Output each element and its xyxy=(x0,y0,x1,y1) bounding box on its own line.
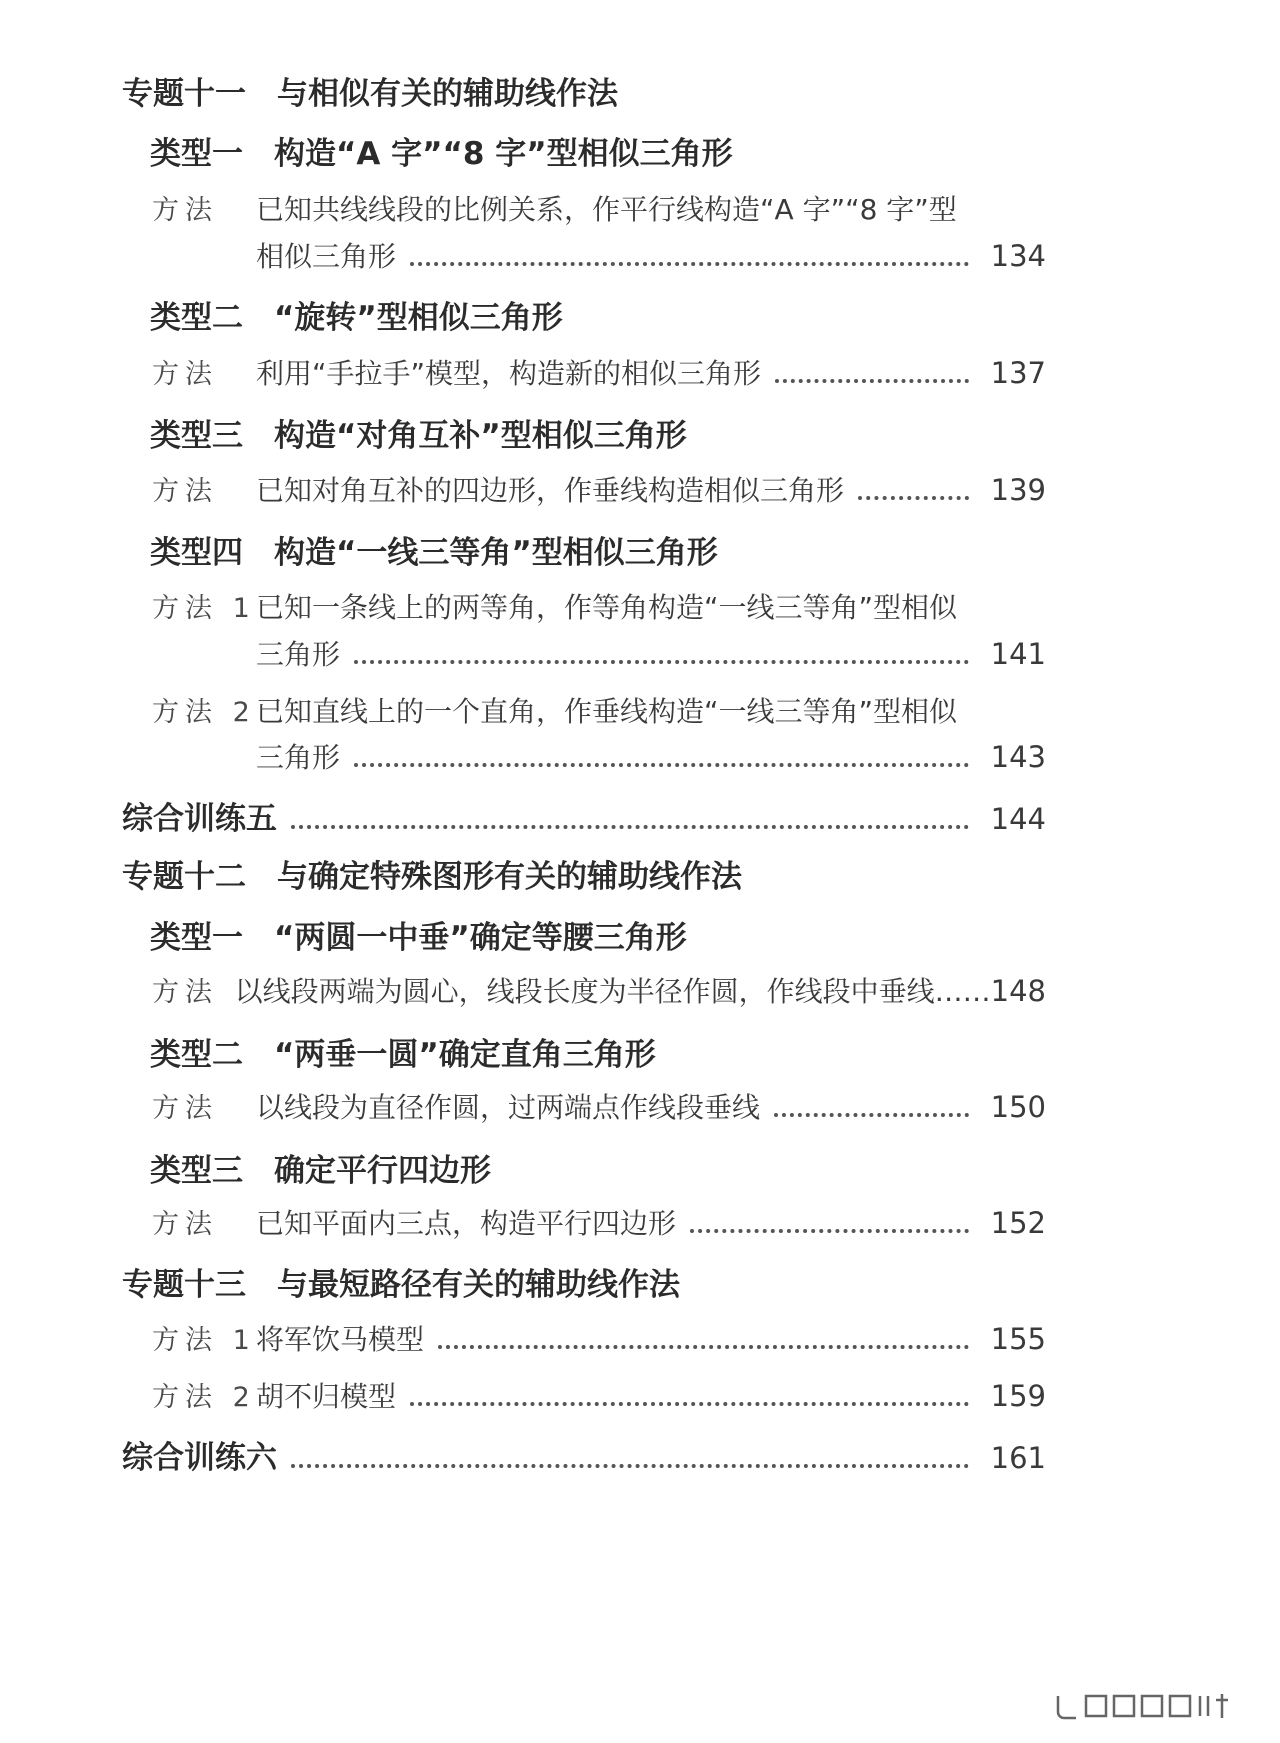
method-label: 方法 2 xyxy=(152,697,256,728)
topic-11-type-4-method-2 xyxy=(152,690,957,730)
page-number: 143 xyxy=(990,740,1046,774)
topic-11-type-4-method-1 xyxy=(152,586,957,626)
method-text-line2: 相似三角形 xyxy=(256,240,397,273)
method-text: 以线段两端为圆心，线段长度为半径作圆，作线段中垂线…… xyxy=(234,975,991,1008)
toc-entry-141[interactable] xyxy=(256,633,1046,673)
page-number: 134 xyxy=(990,239,1046,273)
topic-11-title: 专题十一 与相似有关的辅助线作法 xyxy=(122,76,618,112)
topic-12-title: 专题十二 与确定特殊图形有关的辅助线作法 xyxy=(122,859,742,895)
type-title: 类型二 “旋转”型相似三角形 xyxy=(150,300,563,336)
type-title: 类型三 确定平行四边形 xyxy=(150,1153,491,1189)
toc-entry-139[interactable] xyxy=(152,469,1046,509)
leader-dots xyxy=(775,379,969,383)
topic-11-heading xyxy=(122,68,618,113)
page-number: 159 xyxy=(990,1379,1046,1413)
method-text-line2: 三角形 xyxy=(256,638,341,671)
page-number: 139 xyxy=(990,473,1046,507)
watermark-logo xyxy=(1050,1690,1250,1722)
type-title: 类型一 “两圆一中垂”确定等腰三角形 xyxy=(150,920,687,956)
topic-12-heading xyxy=(122,851,742,896)
page-number: 141 xyxy=(990,637,1046,671)
leader-dots xyxy=(858,496,969,500)
method-text: 已知平面内三点，构造平行四边形 xyxy=(256,1207,677,1240)
leader-dots xyxy=(774,1113,969,1117)
method-text: 以线段为直径作圆，过两端点作线段垂线 xyxy=(256,1091,761,1124)
page-number: 155 xyxy=(990,1322,1046,1356)
type-title: 类型一 构造“A 字”“8 字”型相似三角形 xyxy=(150,136,733,172)
method-label: 方法 xyxy=(152,977,218,1008)
method-text: 将军饮马模型 xyxy=(256,1323,425,1356)
topic-11-type-3 xyxy=(150,410,687,455)
type-title: 类型二 “两垂一圆”确定直角三角形 xyxy=(150,1037,656,1073)
method-text: 利用“手拉手”模型，构造新的相似三角形 xyxy=(256,357,762,390)
method-label: 方法 1 xyxy=(152,593,256,624)
toc-entry-155[interactable] xyxy=(152,1318,1046,1358)
toc-entry-137[interactable] xyxy=(152,352,1046,392)
topic-11-type-4 xyxy=(150,527,718,572)
leader-dots xyxy=(354,763,969,767)
leader-dots xyxy=(291,825,969,829)
method-text-line1: 已知一条线上的两等角，作等角构造“一线三等角”型相似 xyxy=(256,591,958,624)
method-label: 方法 xyxy=(152,359,218,390)
topic-12-type-2 xyxy=(150,1029,656,1074)
toc-entry-148[interactable] xyxy=(152,970,1046,1010)
method-text: 已知对角互补的四边形，作垂线构造相似三角形 xyxy=(256,474,845,507)
leader-dots xyxy=(438,1345,969,1349)
method-text-line1: 已知直线上的一个直角，作垂线构造“一线三等角”型相似 xyxy=(256,695,958,728)
toc-entry-161[interactable] xyxy=(122,1432,1046,1477)
method-label: 方法 2 xyxy=(152,1382,256,1413)
method-label: 方法 xyxy=(152,1209,218,1240)
exercise-title: 综合训练五 xyxy=(122,801,277,837)
topic-11-type-1 xyxy=(150,128,733,173)
topic-13-title: 专题十三 与最短路径有关的辅助线作法 xyxy=(122,1267,680,1303)
leader-dots xyxy=(354,660,969,664)
toc-entry-134[interactable] xyxy=(256,235,1046,275)
method-text-line1: 已知共线线段的比例关系，作平行线构造“A 字”“8 字”型 xyxy=(256,193,957,226)
page-number: 148 xyxy=(990,974,1046,1008)
method-label: 方法 1 xyxy=(152,1325,256,1356)
page-number: 152 xyxy=(990,1206,1046,1240)
topic-12-type-1 xyxy=(150,912,687,957)
page-number: 137 xyxy=(990,356,1046,390)
leader-dots xyxy=(690,1229,969,1233)
topic-11-type-2 xyxy=(150,292,563,337)
leader-dots xyxy=(291,1464,969,1468)
exercise-title: 综合训练六 xyxy=(122,1440,277,1476)
leader-dots xyxy=(410,262,969,266)
method-label: 方法 xyxy=(152,476,218,507)
topic-12-type-3 xyxy=(150,1145,491,1190)
page-number: 150 xyxy=(990,1090,1046,1124)
method-label: 方法 xyxy=(152,1093,218,1124)
toc-entry-159[interactable] xyxy=(152,1375,1046,1415)
method-text-line2: 三角形 xyxy=(256,741,341,774)
leader-dots xyxy=(410,1402,969,1406)
page-number: 144 xyxy=(990,802,1046,836)
topic-13-heading xyxy=(122,1259,680,1304)
toc-entry-150[interactable] xyxy=(152,1086,1046,1126)
toc-entry-144[interactable] xyxy=(122,793,1046,838)
page-number: 161 xyxy=(990,1441,1046,1475)
type-title: 类型四 构造“一线三等角”型相似三角形 xyxy=(150,535,718,571)
method-text: 胡不归模型 xyxy=(256,1380,397,1413)
method-label: 方法 xyxy=(152,195,218,226)
toc-entry-143[interactable] xyxy=(256,736,1046,776)
toc-entry-152[interactable] xyxy=(152,1202,1046,1242)
topic-11-type-1-method xyxy=(152,188,957,228)
type-title: 类型三 构造“对角互补”型相似三角形 xyxy=(150,418,687,454)
